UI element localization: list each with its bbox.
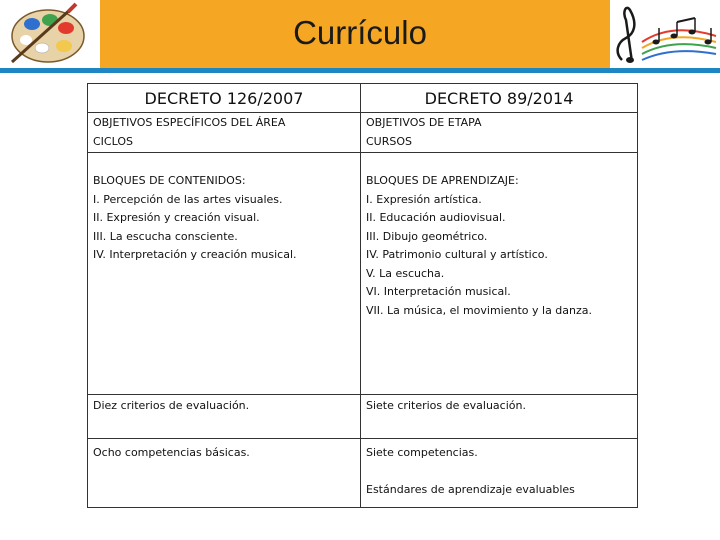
- cell-line: BLOQUES DE CONTENIDOS:: [93, 174, 246, 187]
- table-row: [88, 113, 638, 153]
- cell-line: III. Dibujo geométrico.: [366, 229, 488, 243]
- cell-line: Siete criterios de evaluación.: [366, 399, 526, 412]
- page-title: Currículo: [293, 14, 427, 51]
- cell-line: II. Expresión y creación visual.: [93, 211, 260, 224]
- cell-line: I. Percepción de las artes visuales.: [93, 192, 283, 206]
- content-blocks-2007-cell: [88, 153, 361, 395]
- column-header-2014: DECRETO 89/2014: [361, 84, 638, 113]
- cell-line: Siete competencias.: [366, 446, 478, 459]
- cell-line: II. Educación audiovisual.: [366, 211, 506, 224]
- competences-2014-cell: [361, 439, 638, 508]
- cell-line: VI. Interpretación musical.: [366, 285, 511, 298]
- curriculum-comparison-table: [87, 83, 638, 508]
- table-row: [88, 153, 638, 395]
- objectives-2014-cell: [361, 113, 638, 153]
- cell-line: Estándares de aprendizaje evaluables: [366, 483, 575, 496]
- objectives-2007-cell: [88, 113, 361, 153]
- cell-line: III. La escucha consciente.: [93, 229, 238, 243]
- header-divider: [0, 68, 720, 73]
- cell-line: I. Expresión artística.: [366, 192, 482, 206]
- cell-line: CICLOS: [93, 134, 133, 148]
- cell-line: OBJETIVOS DE ETAPA: [366, 116, 482, 129]
- cell-line: [366, 463, 632, 482]
- music-notes-icon: [612, 2, 718, 66]
- cell-line: V. La escucha.: [366, 266, 445, 280]
- cell-line: IV. Interpretación y creación musical.: [93, 248, 297, 261]
- evaluation-criteria-2007-cell: [88, 395, 361, 439]
- cell-line: CURSOS: [366, 134, 412, 148]
- table-row: [88, 395, 638, 439]
- cell-line: BLOQUES DE APRENDIZAJE:: [366, 174, 519, 187]
- table-header-row: [88, 84, 638, 113]
- cell-line: Diez criterios de evaluación.: [93, 399, 250, 412]
- evaluation-criteria-2014-cell: [361, 395, 638, 439]
- table-row: [88, 439, 638, 508]
- cell-line: Ocho competencias básicas.: [93, 446, 250, 459]
- cell-line: VII. La música, el movimiento y la danza.: [366, 303, 593, 317]
- column-header-2007: DECRETO 126/2007: [88, 84, 361, 113]
- learning-blocks-2014-cell: [361, 153, 638, 395]
- competences-2007-cell: [88, 439, 361, 508]
- cell-line: IV. Patrimonio cultural y artístico.: [366, 248, 548, 261]
- cell-line: OBJETIVOS ESPECÍFICOS DEL ÁREA: [93, 116, 286, 129]
- painter-palette-icon: [2, 2, 98, 66]
- header: [0, 0, 720, 72]
